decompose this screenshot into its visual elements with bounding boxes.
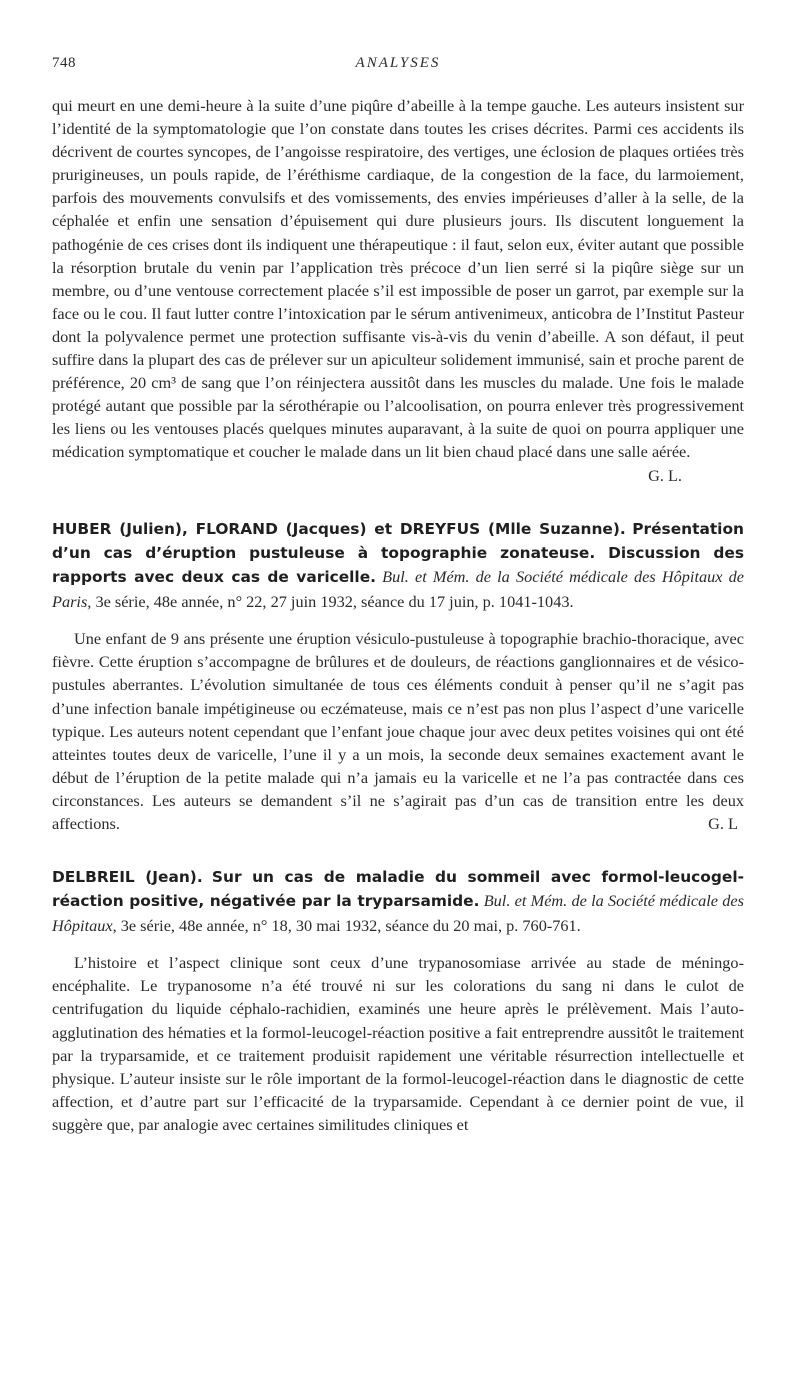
page	[52, 52, 744, 1136]
continued-abstract-text: qui meurt en une demi-heure à la suite d’une piqûre d’abeille à la tempe gauche. Les auteurs insistent sur l’identité de la symptomatologie que l’on constate dans toutes les crises décrites. Parmi ces accidents ils décrivent de courtes syncopes, de l’angoisse respiratoire, des vertiges, une éclosion de plaques ortiées très prurigineuses, un pouls rapide, de l’éréthisme cardiaque, de la congestion de la face, du larmoiement, parfois des mouvements convulsifs et des vomissements, des envies impérieuses d’aller à la selle, de la céphalée et enfin une sensation d’épuisement qui dure plusieurs jours. Ils discutent longuement la pathogénie de ces crises dont ils indiquent une thérapeutique : il faut, selon eux, éviter autant que possible la résorption brutale du venin par l’application très précoce d’un lien serré si la piqûre siège sur un membre, ou d’une ventouse correctement placée s’il est impossible de poser un garrot, par exemple sur la face ou le cou. Il faut lutter contre l’intoxication par le sérum antivenimeux, anticobra de l’Institut Pasteur dont la polyvalence permet une protection suffisante vis-à-vis du venin d’abeille. A son défaut, il peut suffire dans la plupart des cas de prélever sur un apiculteur solidement immunisé, sain et proche parent de préférence, 20 cm³ de sang que l’on réinjectera aussitôt dans les muscles du malade. Une fois le malade protégé autant que possible par la sérothérapie ou l’alcoolisation, on pourra enlever très progressivement les liens ou les ventouses placés quelques minutes auparavant, à la suite de quoi on pourra appliquer une médication symptomatique et coucher le malade dans un lit bien chaud placé dans une salle aérée. G. L.	[52, 94, 744, 464]
continued-abstract	[52, 94, 744, 487]
entry-journal: Bul. et Mém. de la Société médicale des Hôpitaux de Paris,	[52, 567, 744, 611]
entry-citation	[52, 517, 744, 614]
abstract-entry-huber	[52, 517, 744, 835]
entry-authors: HUBER (Julien), FLORAND (Jacques) et DREYFUS (Mlle Suzanne).	[52, 519, 626, 538]
entry-source-details: 3e série, 48e année, n° 18, 30 mai 1932, séance du 20 mai, p. 760-761.	[120, 915, 581, 935]
entry-source-details: 3e série, 48e année, n° 22, 27 juin 1932, séance du 17 juin, p. 1041-1043.	[95, 591, 574, 611]
running-head: ANALYSES	[355, 55, 441, 71]
entry-journal: Bul. et Mém. de la Société médicale des Hôpitaux,	[52, 891, 744, 935]
entry-title: Sur un cas de maladie du sommeil avec formol-leucogel-réaction positive, négativée par la tryparsamide.	[52, 868, 744, 911]
entry-authors: DELBREIL (Jean).	[52, 868, 203, 887]
page-header	[52, 52, 744, 76]
page-number: 748	[52, 55, 76, 71]
entry-abstract	[52, 951, 744, 1136]
abstract-signature: G. L.	[648, 465, 682, 485]
entry-citation	[52, 865, 744, 937]
entry-title: Présentation d’un cas d’éruption pustuleuse à topographie zonateuse. Discussion des rapports avec deux cas de varicelle.	[52, 519, 744, 587]
abstract-signature: G. L	[708, 813, 738, 833]
entry-abstract-text: Une enfant de 9 ans présente une éruption vésiculo-pustuleuse à topographie brachio-thoracique, avec fièvre. Cette éruption s’accompagne de brûlures et de douleurs, de réactions ganglionnaires et de vésico-pustules aberrantes. L’évolution simultanée de tous ces éléments conduit à penser qu’il ne s’agit pas d’une infection banale impétigineuse ou eczémateuse, mais ce n’est pas non plus l’aspect d’une varicelle typique. Les auteurs notent cependant que l’enfant joue chaque jour avec deux petites voisines qui ont été atteintes toutes deux de varicelle, l’une il y a un mois, la seconde deux semaines exactement avant le début de l’éruption de la petite malade qui n’a jamais eu la varicelle et ne l’a pas contractée dans ces circonstances. Les auteurs se demandent s’il ne s’agirait pas d’un cas de transition entre les deux affections. G. L	[52, 627, 744, 835]
abstract-entry-delbreil	[52, 865, 744, 1136]
entry-abstract	[52, 627, 744, 835]
entry-abstract-text: L’histoire et l’aspect clinique sont ceux d’une trypanosomiase arrivée au stade de méningo-encéphalite. Le trypanosome n’a été trouvé ni sur les colorations du sang ni dans le culot de centrifugation du liquide céphalo-rachidien, examinés une heure après le prélèvement. Mais l’auto-agglutination des hématies et la formol-leucogel-réaction positive a fait entreprendre aussitôt le traitement par la tryparsamide, et ce traitement produisit rapidement une véritable résurrection intellectuelle et physique. L’auteur insiste sur le rôle important de la formol-leucogel-réaction dans le diagnostic de cette affection, et d’autre part sur l’efficacité de la tryparsamide. Cependant à ce dernier point de vue, il suggère que, par analogie avec certaines similitudes cliniques et	[52, 953, 744, 1134]
